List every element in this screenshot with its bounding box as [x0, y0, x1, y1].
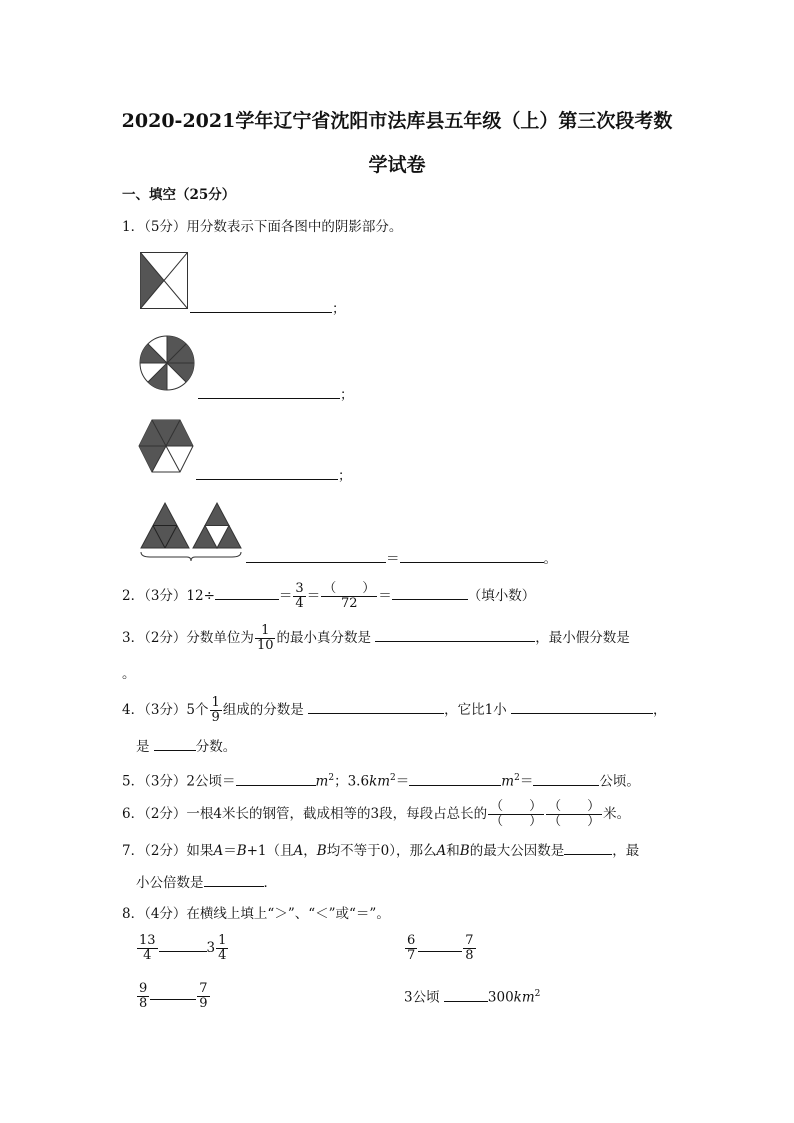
figure-hexagon	[138, 419, 194, 473]
q7-blank-2[interactable]	[204, 872, 264, 887]
question-1-text: 1．（5分）用分数表示下面各图中的阴影部分。	[122, 219, 403, 235]
question-7: 7．（2分）如果A＝B+1（且A，B均不等于0），那么A和B的最大公因数是 ，最	[122, 840, 639, 861]
answer-row-2: ；	[198, 384, 354, 405]
q6-fraction-1: $\frac{( )}{( )}$	[490, 799, 543, 829]
question-3: 3．（2分）分数单位为 $\frac{1}{10}$ 的最小真分数是 ，最小假分数是	[122, 623, 630, 653]
q8-item-d: 3公顷 $300km^2$	[404, 984, 540, 1008]
q4-fraction: $\frac{1}{9}$	[211, 695, 220, 725]
q8-blank-a[interactable]	[159, 937, 207, 952]
q2-fraction-1: $\frac{3}{4}$	[295, 581, 304, 611]
q5-blank-1[interactable]	[236, 771, 316, 786]
q2-blank-2[interactable]	[392, 585, 468, 600]
q5-blank-3[interactable]	[533, 771, 599, 786]
question-3-end: 。	[122, 666, 136, 682]
figure-triangles	[140, 500, 244, 562]
q3-fraction: $\frac{1}{10}$	[256, 623, 274, 653]
question-2: 2．（3分）12÷ ＝ $\frac{3}{4}$ ＝ $\frac{( )}{72}$ ＝ （填小数）	[122, 581, 536, 611]
q4-blank-1[interactable]	[308, 699, 444, 714]
question-8-text: 8．（4分）在横线上填上“＞”、“＜”或“＝”。	[122, 906, 390, 922]
answer-row-4: ＝ 。	[246, 548, 557, 569]
page-title-line1: 2020-2021学年辽宁省沈阳市法库县五年级（上）第三次段考数	[121, 110, 673, 132]
question-4: 4．（3分）5个 $\frac{1}{9}$ 组成的分数是 ，它比1小 ，	[122, 695, 667, 725]
section-heading: 一、填空（25分）	[122, 187, 236, 203]
question-4-line2: 是 分数。	[136, 736, 236, 757]
q4-blank-2[interactable]	[511, 699, 653, 714]
page-title-line2: 学试卷	[368, 154, 426, 176]
answer-blank-4b[interactable]	[400, 548, 544, 563]
answer-blank-2[interactable]	[198, 384, 340, 399]
q7-blank-1[interactable]	[564, 840, 612, 855]
q8-item-b: $\frac{6}{7}$ $\frac{7}{8}$	[407, 933, 474, 963]
q2-fraction-2: $\frac{( )}{72}$	[323, 581, 376, 611]
question-6: 6．（2分）一根4米长的钢管，截成相等的3段，每段占总长的 $\frac{( )}{( )}$ $\frac{( )}{( )}$ 米。	[122, 799, 631, 829]
q5-blank-2[interactable]	[409, 771, 501, 786]
q2-blank-1[interactable]	[215, 585, 279, 600]
q4-blank-3[interactable]	[154, 736, 196, 751]
q8-blank-c[interactable]	[150, 985, 196, 1000]
q8-blank-d[interactable]	[444, 987, 488, 1002]
q8-item-a: $\frac{13}{4}$ 3 $\frac{1}{4}$	[139, 933, 227, 963]
answer-blank-4a[interactable]	[246, 548, 386, 563]
q8-item-c: $\frac{9}{8}$ $\frac{7}{9}$	[139, 981, 208, 1011]
answer-blank-1[interactable]	[190, 298, 332, 313]
question-5: 5．（3分）2公顷＝ $m^2$；$3.6km^2= m^2=$ 公顷。	[122, 768, 640, 792]
question-7-line2: 小公倍数是 ．	[136, 872, 277, 893]
q8-blank-b[interactable]	[418, 937, 462, 952]
q6-fraction-2: $\frac{( )}{( )}$	[548, 799, 601, 829]
figure-square	[140, 252, 188, 309]
figure-circle	[139, 335, 195, 391]
answer-blank-3[interactable]	[196, 465, 338, 480]
answer-row-1: ；	[190, 298, 346, 319]
q3-blank-1[interactable]	[375, 627, 535, 642]
answer-row-3: ；	[196, 465, 352, 486]
